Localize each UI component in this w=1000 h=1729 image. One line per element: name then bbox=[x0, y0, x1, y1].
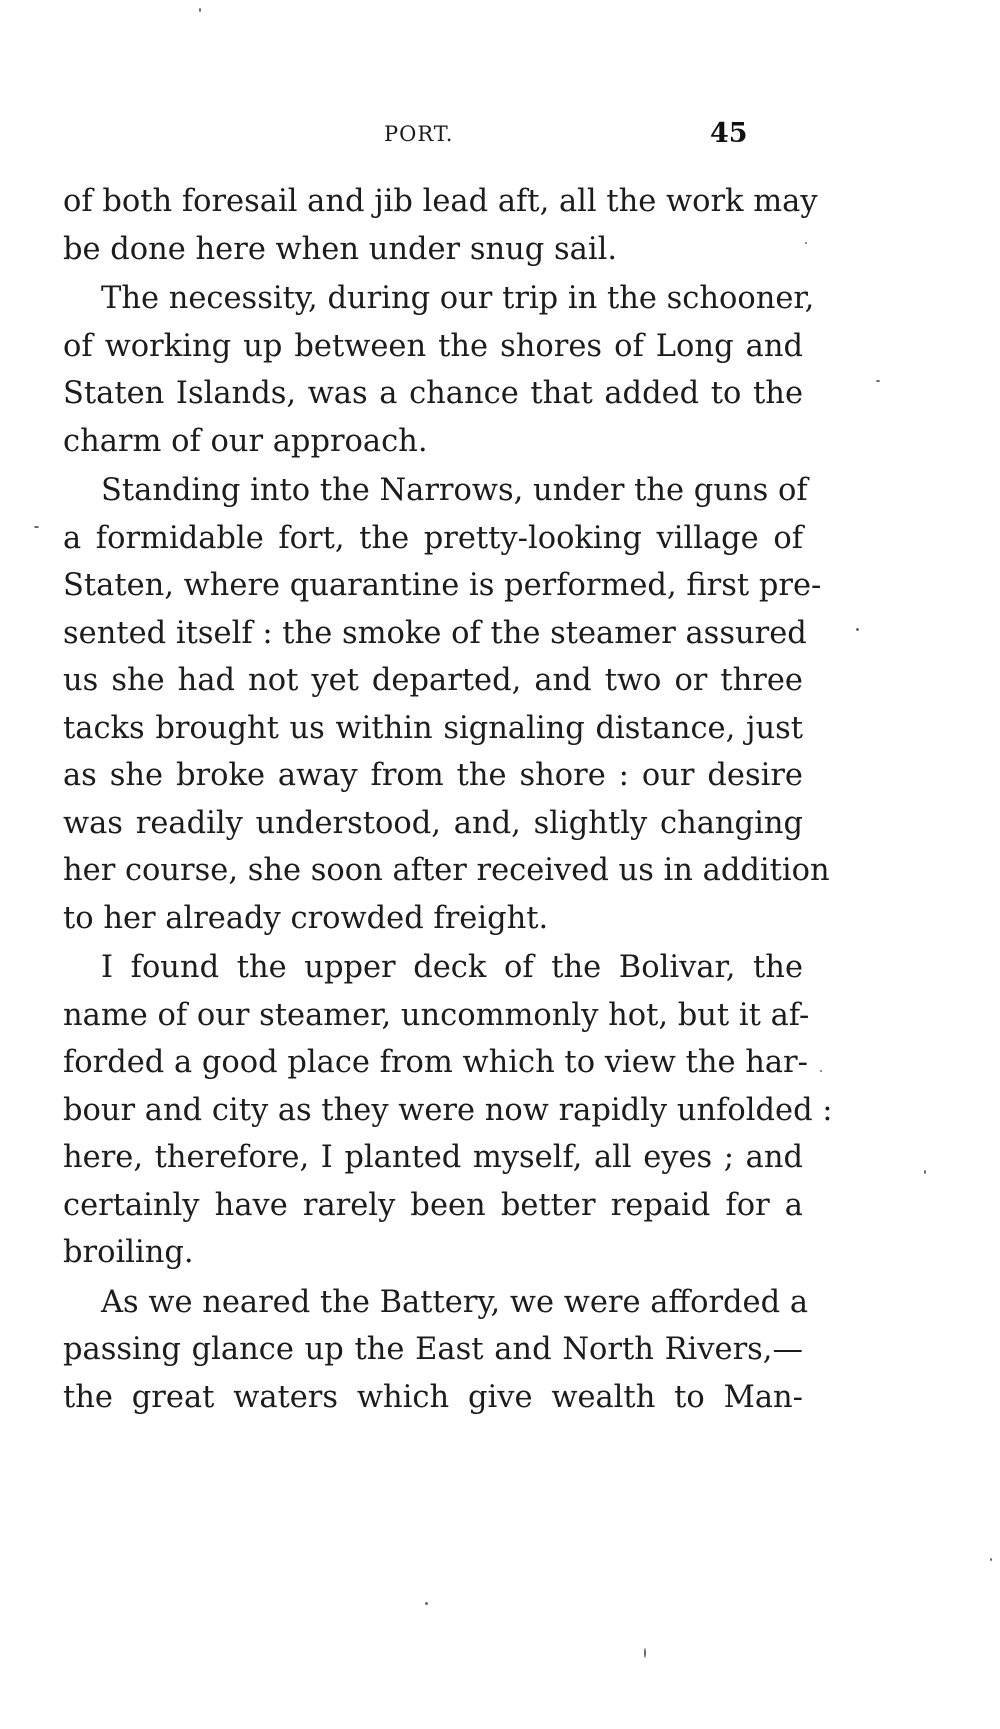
text-line: bour and city as they were now rapidly unfolded : bbox=[63, 1092, 833, 1128]
text-line: here, therefore, I planted myself, all eyes ; and bbox=[63, 1140, 803, 1175]
body-text bbox=[63, 178, 833, 1421]
paragraph-5 bbox=[63, 1279, 809, 1422]
scan-speck bbox=[856, 628, 859, 631]
text-line: As we neared the Battery, we were afforded a bbox=[101, 1284, 809, 1320]
scan-speck bbox=[199, 8, 201, 12]
scan-speck bbox=[820, 1070, 822, 1072]
page-number: 45 bbox=[710, 118, 748, 149]
text-line: as she broke away from the shore : our desire bbox=[63, 758, 803, 793]
scan-speck bbox=[876, 380, 880, 382]
paragraph-4 bbox=[63, 944, 833, 1277]
running-head: PORT. bbox=[384, 122, 454, 146]
text-line: tacks brought us within signaling distance, just bbox=[63, 710, 803, 746]
text-line: to her already crowded freight. bbox=[63, 900, 549, 936]
text-line: her course, she soon after received us in addition bbox=[63, 853, 830, 888]
text-line: of working up between the shores of Long and bbox=[63, 328, 803, 364]
text-line: the great waters which give wealth to Man- bbox=[63, 1379, 803, 1415]
text-line: passing glance up the East and North Rivers,— bbox=[63, 1332, 803, 1367]
paragraph-2 bbox=[63, 275, 815, 465]
text-line: I found the upper deck of the Bolivar, the bbox=[101, 950, 803, 985]
page-header bbox=[0, 118, 1000, 162]
scan-speck bbox=[34, 526, 39, 528]
text-line: name of our steamer, uncommonly hot, but it af- bbox=[63, 997, 810, 1033]
text-line: forded a good place from which to view the har- bbox=[63, 1045, 808, 1080]
text-line: The necessity, during our trip in the schooner, bbox=[101, 281, 815, 316]
text-line: certainly have rarely been better repaid for a bbox=[63, 1187, 803, 1223]
text-line: of both foresail and jib lead aft, all the work may bbox=[63, 184, 818, 219]
paragraph-1 bbox=[63, 178, 818, 273]
text-line: a formidable fort, the pretty-looking village of bbox=[63, 520, 803, 556]
scan-speck bbox=[425, 1602, 428, 1605]
scan-speck bbox=[805, 242, 807, 244]
scan-speck bbox=[644, 1648, 646, 1658]
text-line: was readily understood, and, slightly changing bbox=[63, 805, 803, 841]
text-line: Staten Islands, was a chance that added to the bbox=[63, 376, 803, 411]
text-line: Staten, where quarantine is performed, first pre- bbox=[63, 568, 822, 603]
text-line: sented itself : the smoke of the steamer assured bbox=[63, 615, 807, 651]
text-line: charm of our approach. bbox=[63, 423, 428, 459]
text-line: be done here when under snug sail. bbox=[63, 231, 618, 267]
text-line: us she had not yet departed, and two or three bbox=[63, 663, 803, 698]
text-line: broiling. bbox=[63, 1235, 194, 1270]
text-line: Standing into the Narrows, under the guns of bbox=[101, 473, 808, 508]
scan-speck bbox=[924, 1170, 926, 1174]
paragraph-3 bbox=[63, 467, 830, 942]
scan-speck bbox=[990, 1558, 992, 1561]
